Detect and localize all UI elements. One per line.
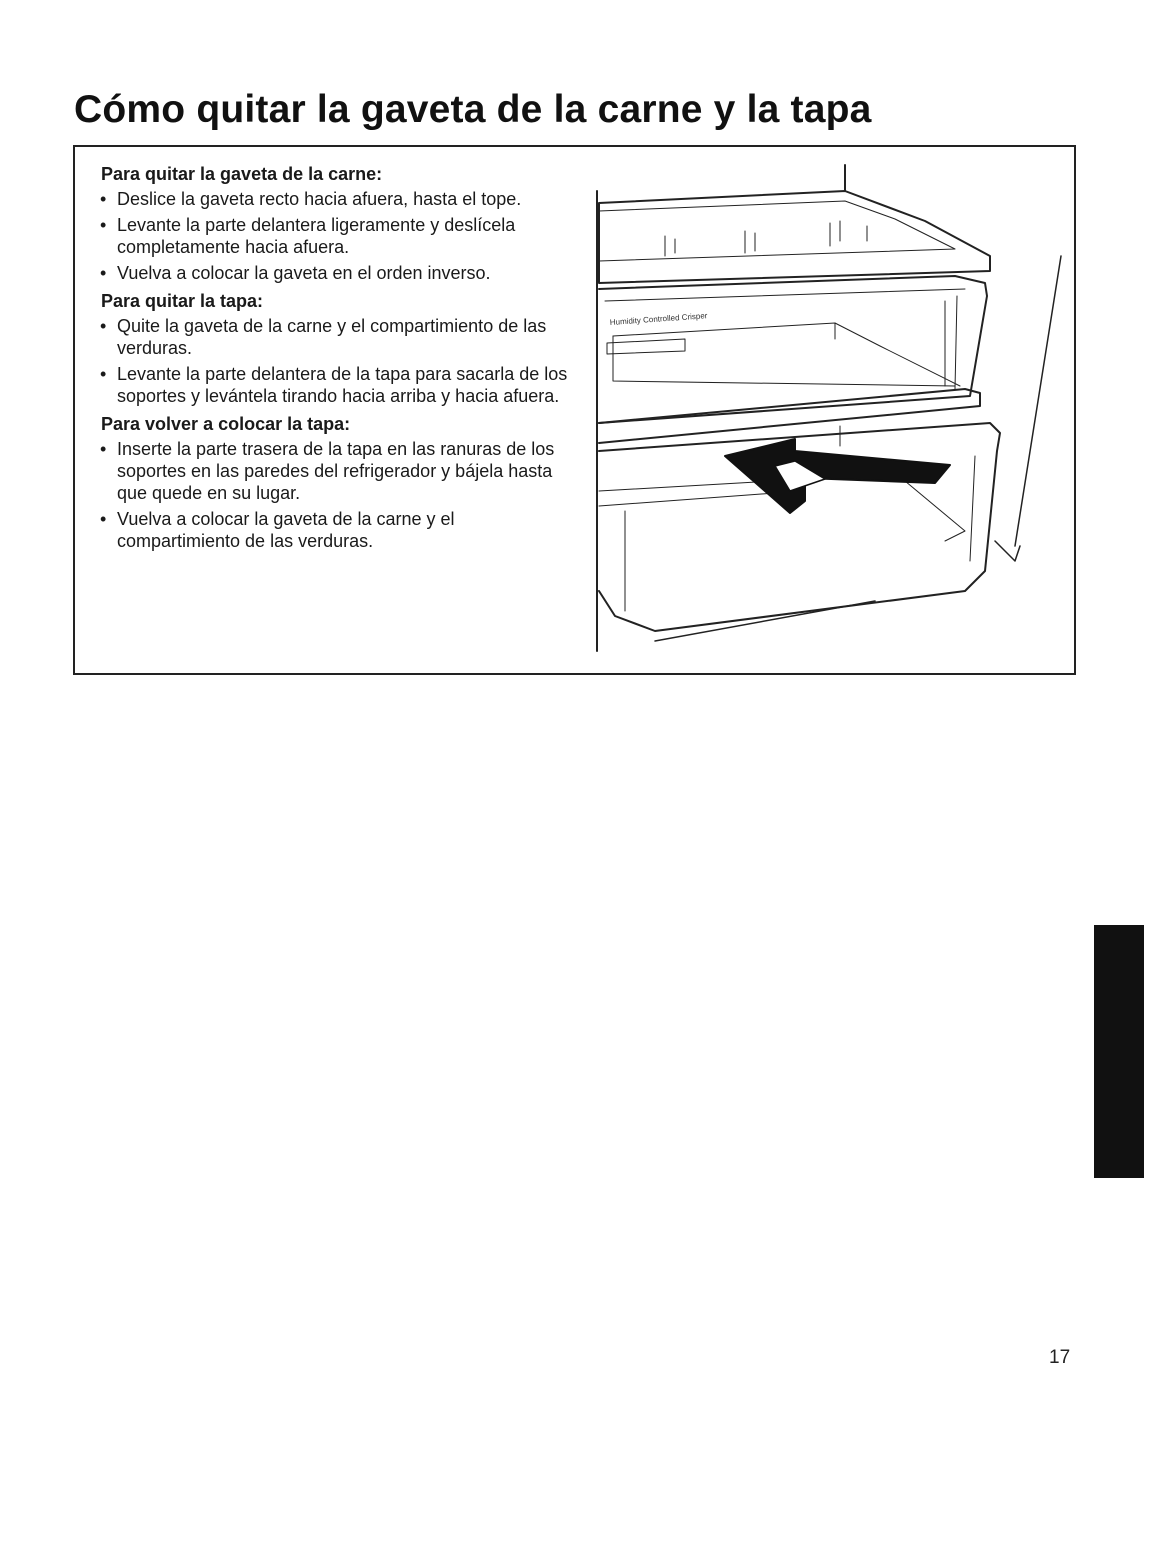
page-number: 17: [1049, 1347, 1071, 1368]
list-item: • Levante la parte delantera de la tapa para sacarla de los soportes y levántela tirando hacia arriba y hacia afuera.: [100, 364, 568, 406]
bullet-icon: •: [100, 215, 107, 235]
list-item: • Vuelva a colocar la gaveta de la carne y el compartimiento de las verduras.: [100, 509, 455, 551]
list-item: • Quite la gaveta de la carne y el compartimiento de las verduras.: [100, 316, 547, 358]
section-tab-marker: [1094, 925, 1144, 1178]
remove-drawer-steps: [95, 188, 575, 284]
page-title: Cómo quitar la gaveta de la carne y la tapa: [74, 88, 872, 131]
remove-cover-steps: [95, 315, 575, 407]
bullet-icon: •: [100, 439, 107, 459]
replace-cover-steps: [95, 438, 575, 552]
list-item: • Deslice la gaveta recto hacia afuera, hasta el tope.: [100, 189, 522, 209]
section-heading-remove-cover: Para quitar la tapa:: [101, 291, 264, 311]
instructions-column: [95, 163, 575, 556]
bullet-icon: •: [100, 364, 107, 384]
list-item: • Inserte la parte trasera de la tapa en las ranuras de los soportes en las paredes del refrigerador y bájela hasta que quede en su lugar.: [100, 439, 555, 503]
bullet-icon: •: [100, 509, 107, 529]
arrow-right-icon: [725, 439, 950, 513]
section-heading-replace-cover: Para volver a colocar la tapa:: [101, 414, 351, 434]
list-item: • Vuelva a colocar la gaveta en el orden inverso.: [100, 263, 491, 283]
section-heading-remove-drawer: Para quitar la gaveta de la carne:: [101, 164, 383, 184]
crisper-label: Humidity Controlled Crisper: [609, 311, 708, 327]
crisper-drawer-illustration: [595, 161, 1065, 661]
list-item: • Levante la parte delantera ligeramente y deslícela completamente hacia afuera.: [100, 215, 516, 257]
bullet-icon: •: [100, 263, 107, 283]
bullet-icon: •: [100, 189, 107, 209]
instruction-panel: [73, 145, 1076, 675]
bullet-icon: •: [100, 316, 107, 336]
